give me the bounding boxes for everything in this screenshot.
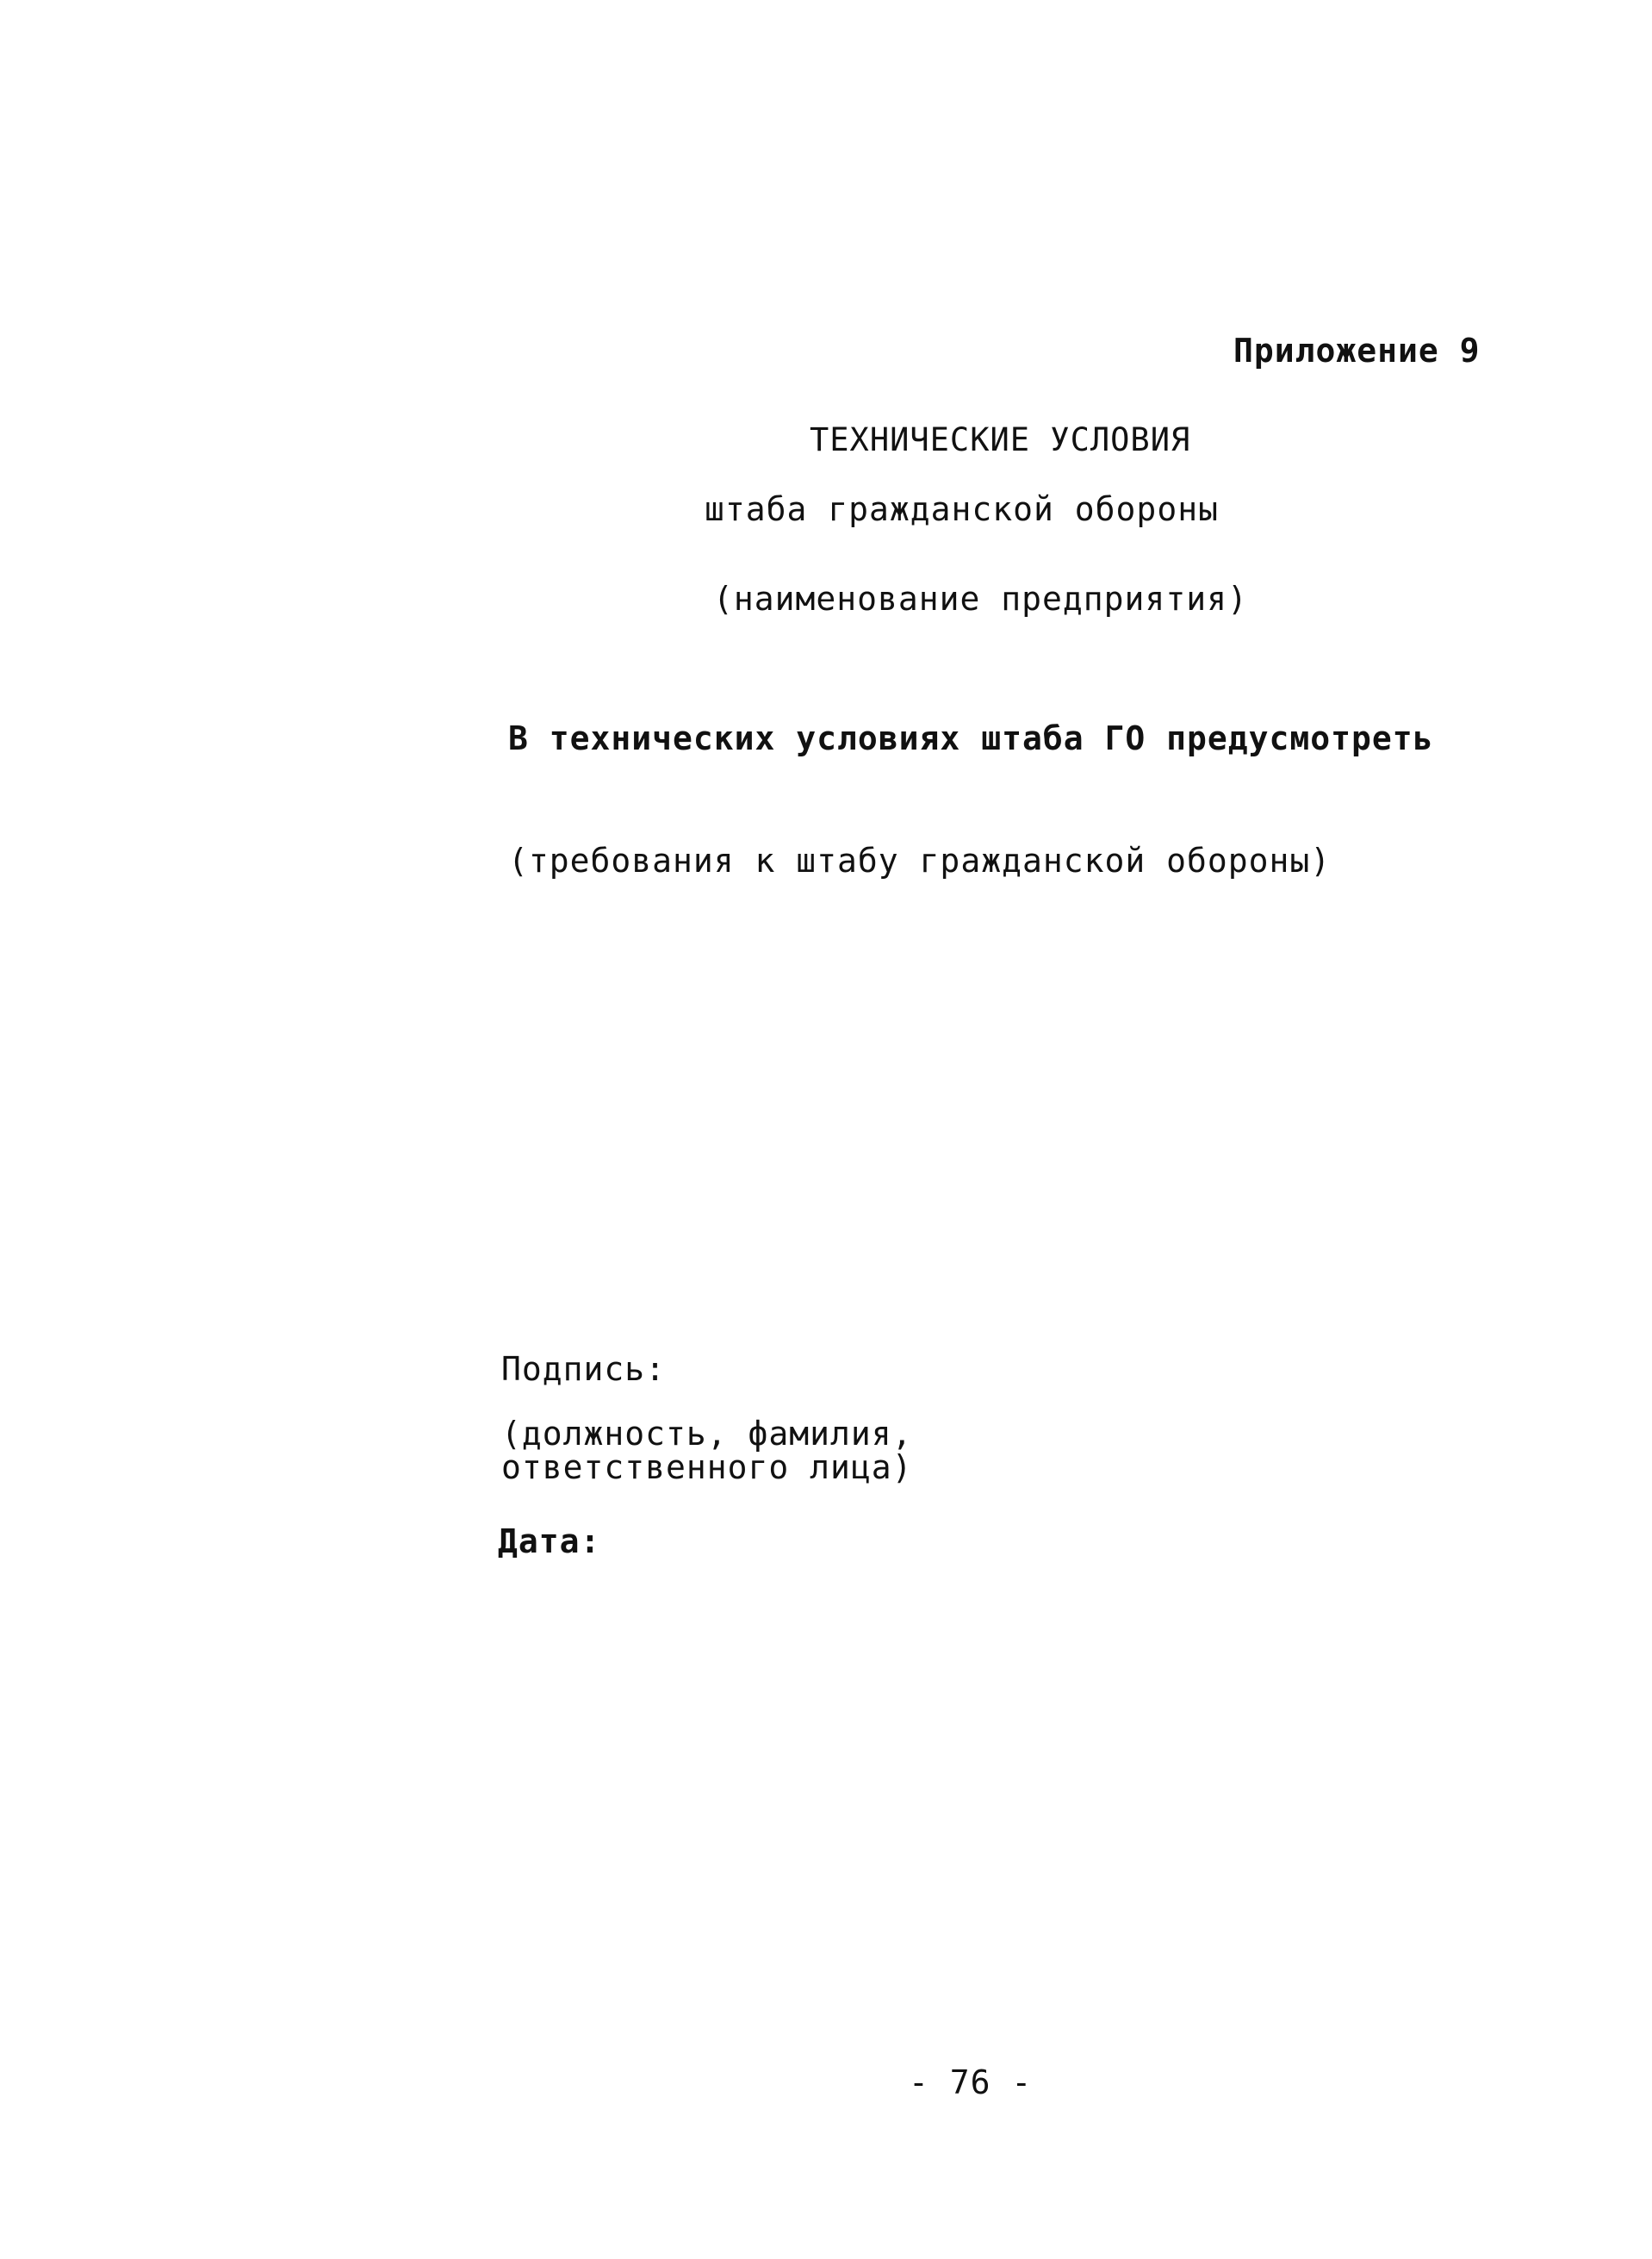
signature-label: Подпись: — [501, 1350, 667, 1388]
signature-note — [501, 1417, 913, 1484]
document-subtitle: штаба гражданской обороны — [705, 490, 1219, 528]
enterprise-name-placeholder: (наименование предприятия) — [713, 580, 1248, 618]
date-label: Дата: — [498, 1522, 601, 1560]
document-title: ТЕХНИЧЕСКИЕ УСЛОВИЯ — [810, 421, 1191, 458]
intro-text: В технических условиях штаба ГО предусмотреть — [508, 719, 1434, 757]
signature-note-line-2: ответственного лица) — [501, 1447, 913, 1486]
signature-note-line-1: (должность, фамилия, — [501, 1415, 913, 1453]
requirements-placeholder: (требования к штабу гражданской обороны) — [508, 842, 1332, 880]
appendix-label: Приложение 9 — [1233, 332, 1481, 370]
page-number: - 76 - — [909, 2063, 1033, 2101]
